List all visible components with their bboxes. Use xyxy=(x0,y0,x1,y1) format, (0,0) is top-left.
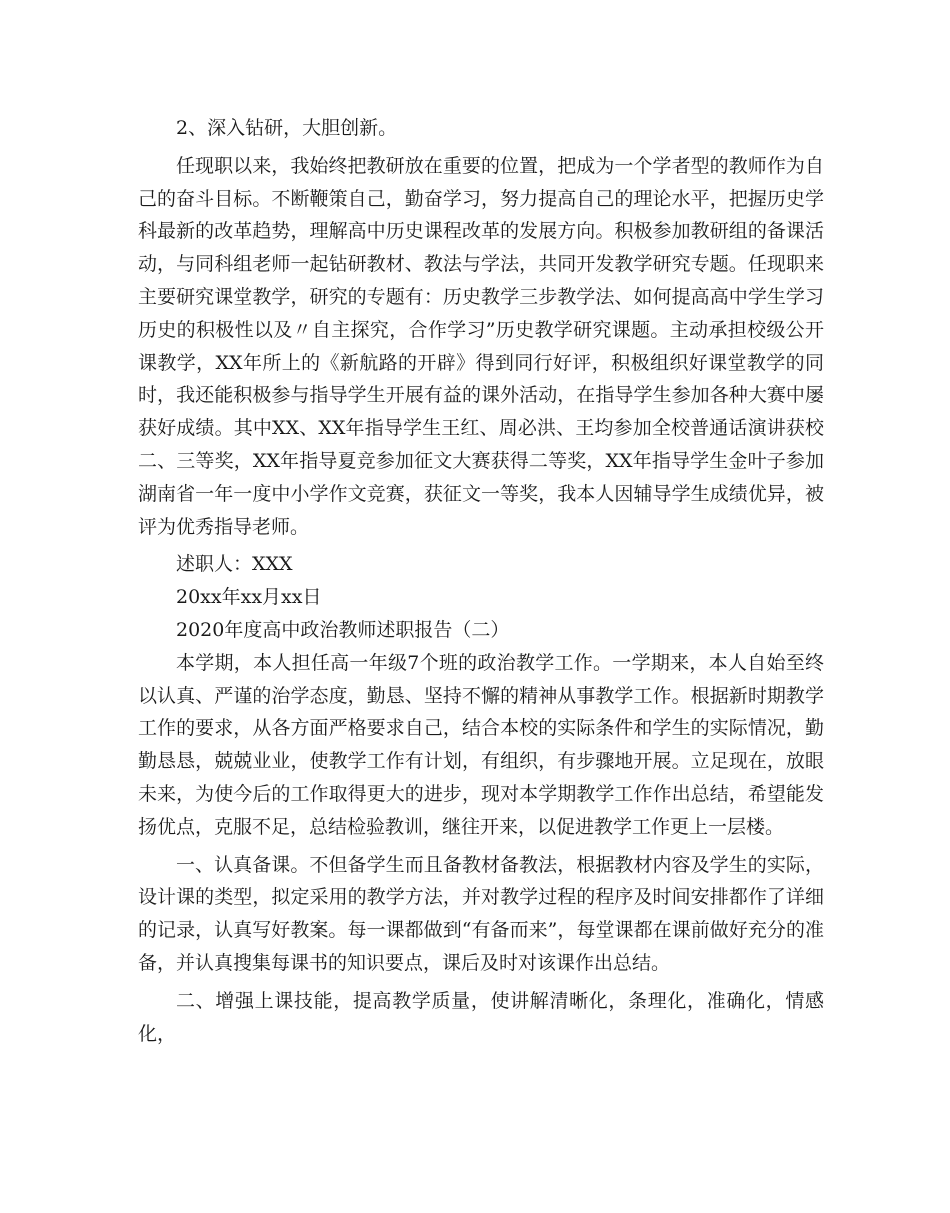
paragraph-lesson-preparation: 一、认真备课。不但备学生而且备教材备教法，根据教材内容及学生的实际，设计课的类型，拟定采用的教学方法，并对教学过程的程序及时间安排都作了详细的记录，认真写好教案。每一课都做到“有备而来”，每堂课都在课前做好充分的准备，并认真搜集每课书的知识要点，课后及时对该课作出总结。 xyxy=(138,853,824,974)
paragraph-introduction: 本学期，本人担任高一年级7个班的政治教学工作。一学期来，本人自始至终以认真、严谨的治学态度，勤恳、坚持不懈的精神从事教学工作。根据新时期教学工作的要求，从各方面严格要求自己，结合本校的实际条件和学生的实际情况，勤勤恳恳，兢兢业业，使教学工作有计划，有组织，有步骤地开展。立足现在，放眼未来，为使今后的工作取得更大的进步，现对本学期教学工作作出总结，希望能发扬优点，克服不足，总结检验教训，继往开来，以促进教学工作更上一层楼。 xyxy=(138,651,824,838)
paragraph-teaching-research: 任现职以来，我始终把教研放在重要的位置，把成为一个学者型的教师作为自己的奋斗目标。不断鞭策自己，勤奋学习，努力提高自己的理论水平，把握历史学科最新的改革趋势，理解高中历史课程改革的发展方向。积极参加教研组的备课活动，与同科组老师一起钻研教材、教法与学法，共同开发教学研究专题。任现职来主要研究课堂教学，研究的专题有：历史教学三步教学法、如何提高高中学生学习历史的积极性以及〃自主探究，合作学习”历史教学研究课题。主动承担校级公开课教学，XX年所上的《新航路的开辟》得到同行好评，积极组织好课堂教学的同时，我还能积极参与指导学生开展有益的课外活动，在指导学生参加各种大赛中屡获好成绩。其中XX、XX年指导学生王红、周必洪、王均参加全校普通话演讲获校二、三等奖，XX年指导夏竞参加征文大赛获得二等奖，XX年指导学生金叶子参加湖南省一年一度中小学作文竞赛，获征文一等奖，我本人因辅导学生成绩优异，被评为优秀指导老师。 xyxy=(138,154,824,538)
date-line: 20xx年xx月xx日 xyxy=(176,586,322,609)
signature-line: 述职人：XXX xyxy=(176,553,293,576)
section-heading: 2、深入钻研，大胆创新。 xyxy=(176,117,398,139)
report-title: 2020年度高中政治教师述职报告（二） xyxy=(176,618,510,641)
paragraph-teaching-skills: 二、增强上课技能，提高教学质量，使讲解清晰化，条理化，准确化，情感化， xyxy=(138,989,824,1045)
document-body xyxy=(138,112,824,1050)
